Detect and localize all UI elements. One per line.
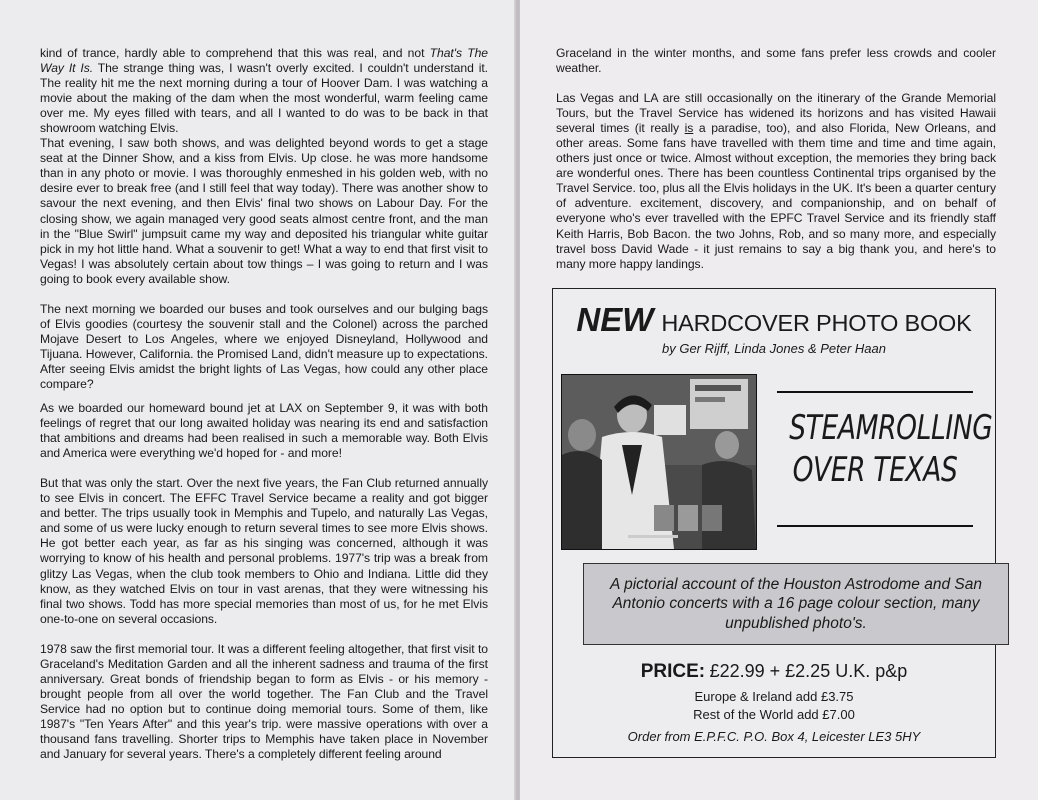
paragraph-five-years: But that was only the start. Over the next five years, the Fan Club returned annually to see Elvis in concert. The EFFC Travel Service became a reality and got bigger and better. The trips usually took in Memphis and Tupelo, and naturally Las Vegas, and some of us were lucky enough to return several times to see more Elvis shows. He got better each year, as far as his singing was concerned, although it was worrying to know of his health and personal problems. 1977's trip was a break from glitzy Las Vegas, when the club took members to Ohio and Indiana. Little did they know, as they watched Elvis on tour in vast arenas, that they were witnessing his final two shows. Todd has more special memories than most of us, for he met Elvis one-to-one on several occasions. xyxy=(40,476,488,626)
book-cover-photo xyxy=(561,374,757,550)
price-value: £22.99 + £2.25 U.K. p&p xyxy=(709,661,908,681)
book-title-line-2: OVER TEXAS xyxy=(792,450,958,490)
price-label: PRICE: xyxy=(640,661,706,682)
title-rule-bottom xyxy=(777,525,973,527)
paragraph-memorial-tour: 1978 saw the first memorial tour. It was a different feeling altogether, that first visit to Graceland's Meditation Garden and all the inherent sadness and trauma of the first anniversary. Great bonds of friendship began to form as Elvis - or his memory - brought people from all over the world together. The Fan Club and the Travel Service had no option but to continue doing memorial tours. Some of them, like 1987's "Ten Years After" and this year's trip. were massive operations with over a thousand fans travelling. Shorter trips to Memphis have taken place in November and January for several years. There's a completely different feeling around xyxy=(40,641,488,762)
advert-headline xyxy=(553,301,995,339)
film-title: That's The Way It Is. xyxy=(40,46,488,76)
left-page xyxy=(0,0,516,800)
new-label: NEW xyxy=(576,301,654,338)
title-rule-top xyxy=(777,391,973,393)
paragraph-los-angeles: The next morning we boarded our buses and took ourselves and our bulging bags of Elvis goodies (courtesy the souvenir stall and the Colonel) across the parched Mojave Desert to Los Angeles, where we enjoyed Disneyland, Hollywood and Tijuana. However, California. the Promised Land, didn't measure up to expectations. After seeing Elvis amidst the bright lights of Las Vegas, how could any other place compare? xyxy=(40,301,488,391)
headline-text: HARDCOVER PHOTO BOOK xyxy=(661,310,972,336)
book-title-line-1: STEAMROLLING xyxy=(789,408,993,448)
paragraph-trance: kind of trance, hardly able to comprehend that this was real, and not That's The Way It Is. The strange thing was, I wasn't overly excited. I couldn't understand it. The reality hit me the next morning during a tour of Hoover Dam. I was watching a movie about the making of the dam when the most wonderful, warm feeling came over me. My eyes filled with tears, and all I wanted to do was to be back in that showroom watching Elvis. xyxy=(40,46,488,136)
book-description: A pictorial account of the Houston Astrodome and San Antonio concerts with a 16 page colour section, many unpublished photo's. xyxy=(583,563,1009,645)
book-title-block xyxy=(765,375,993,545)
left-article-column xyxy=(40,46,488,762)
book-cover-illustration xyxy=(562,375,756,549)
right-page xyxy=(520,0,1038,800)
paragraph-graceland-winter: Graceland in the winter months, and some fans prefer less crowds and cooler weather. xyxy=(556,46,996,76)
book-advert xyxy=(552,288,996,758)
price-line xyxy=(553,661,995,683)
paragraph-dinner-show: That evening, I saw both shows, and was delighted beyond words to get a stage seat at the Dinner Show, and a kiss from Elvis. Up close. he was more handsome than in any photo or movie. I was thoroughly enmeshed in his golden web, with no desire ever to break free (and I still feel that way today). There was another show to savour the next evening, and then Elvis' final two shows on Labour Day. For the closing show, we again managed very good seats almost centre front, and the man in the "Blue Swirl" jumpsuit came my way and deposited his triangular white guitar pick in my hot little hand. What a souvenir to get! What a way to end that first visit to Vegas! I was absolutely certain about tow things – I was going to return and I was going to book every available show. xyxy=(40,136,488,286)
right-article-column xyxy=(556,46,996,272)
paragraph-las-vegas-la: Las Vegas and LA are still occasionally on the itinerary of the Grande Memorial Tours, but the Travel Service has widened its horizons and has visited Hawaii several times (it really is a paradise, too), and also Florida, New Orleans, and other areas. Some fans have travelled with them time and time and time again, others just once or twice. Almost without exception, the memories they bring back are wonderful ones. There has been countless Continental trips organised by the Travel Service. too, plus all the Elvis holidays in the UK. It's been a quarter century of adventure. excitement, discovery, and companionship, and on behalf of everyone who's ever travelled with the EPFC Travel Service and its friendly staff Keith Harris, Bob Bacon. the two Johns, Rob, and so many more, and especially travel boss David Wade - it just remains to say a big thank you, and here's to many more happy landings. xyxy=(556,91,996,271)
advert-authors: by Ger Rijff, Linda Jones & Peter Haan xyxy=(661,341,886,356)
underlined-word: is xyxy=(684,121,694,136)
price-world: Rest of the World add £7.00 xyxy=(693,707,855,722)
price-europe: Europe & Ireland add £3.75 xyxy=(694,689,854,704)
paragraph-homeward: As we boarded our homeward bound jet at LAX on September 9, it was with both feelings of regret that our long awaited holiday was nearing its end and satisfaction that ambitions and dreams had been realised in such a memorable way. Both Elvis and America were everything we'd hoped for - and more! xyxy=(40,401,488,461)
order-address: Order from E.P.F.C. P.O. Box 4, Leicester LE3 5HY xyxy=(627,729,921,744)
